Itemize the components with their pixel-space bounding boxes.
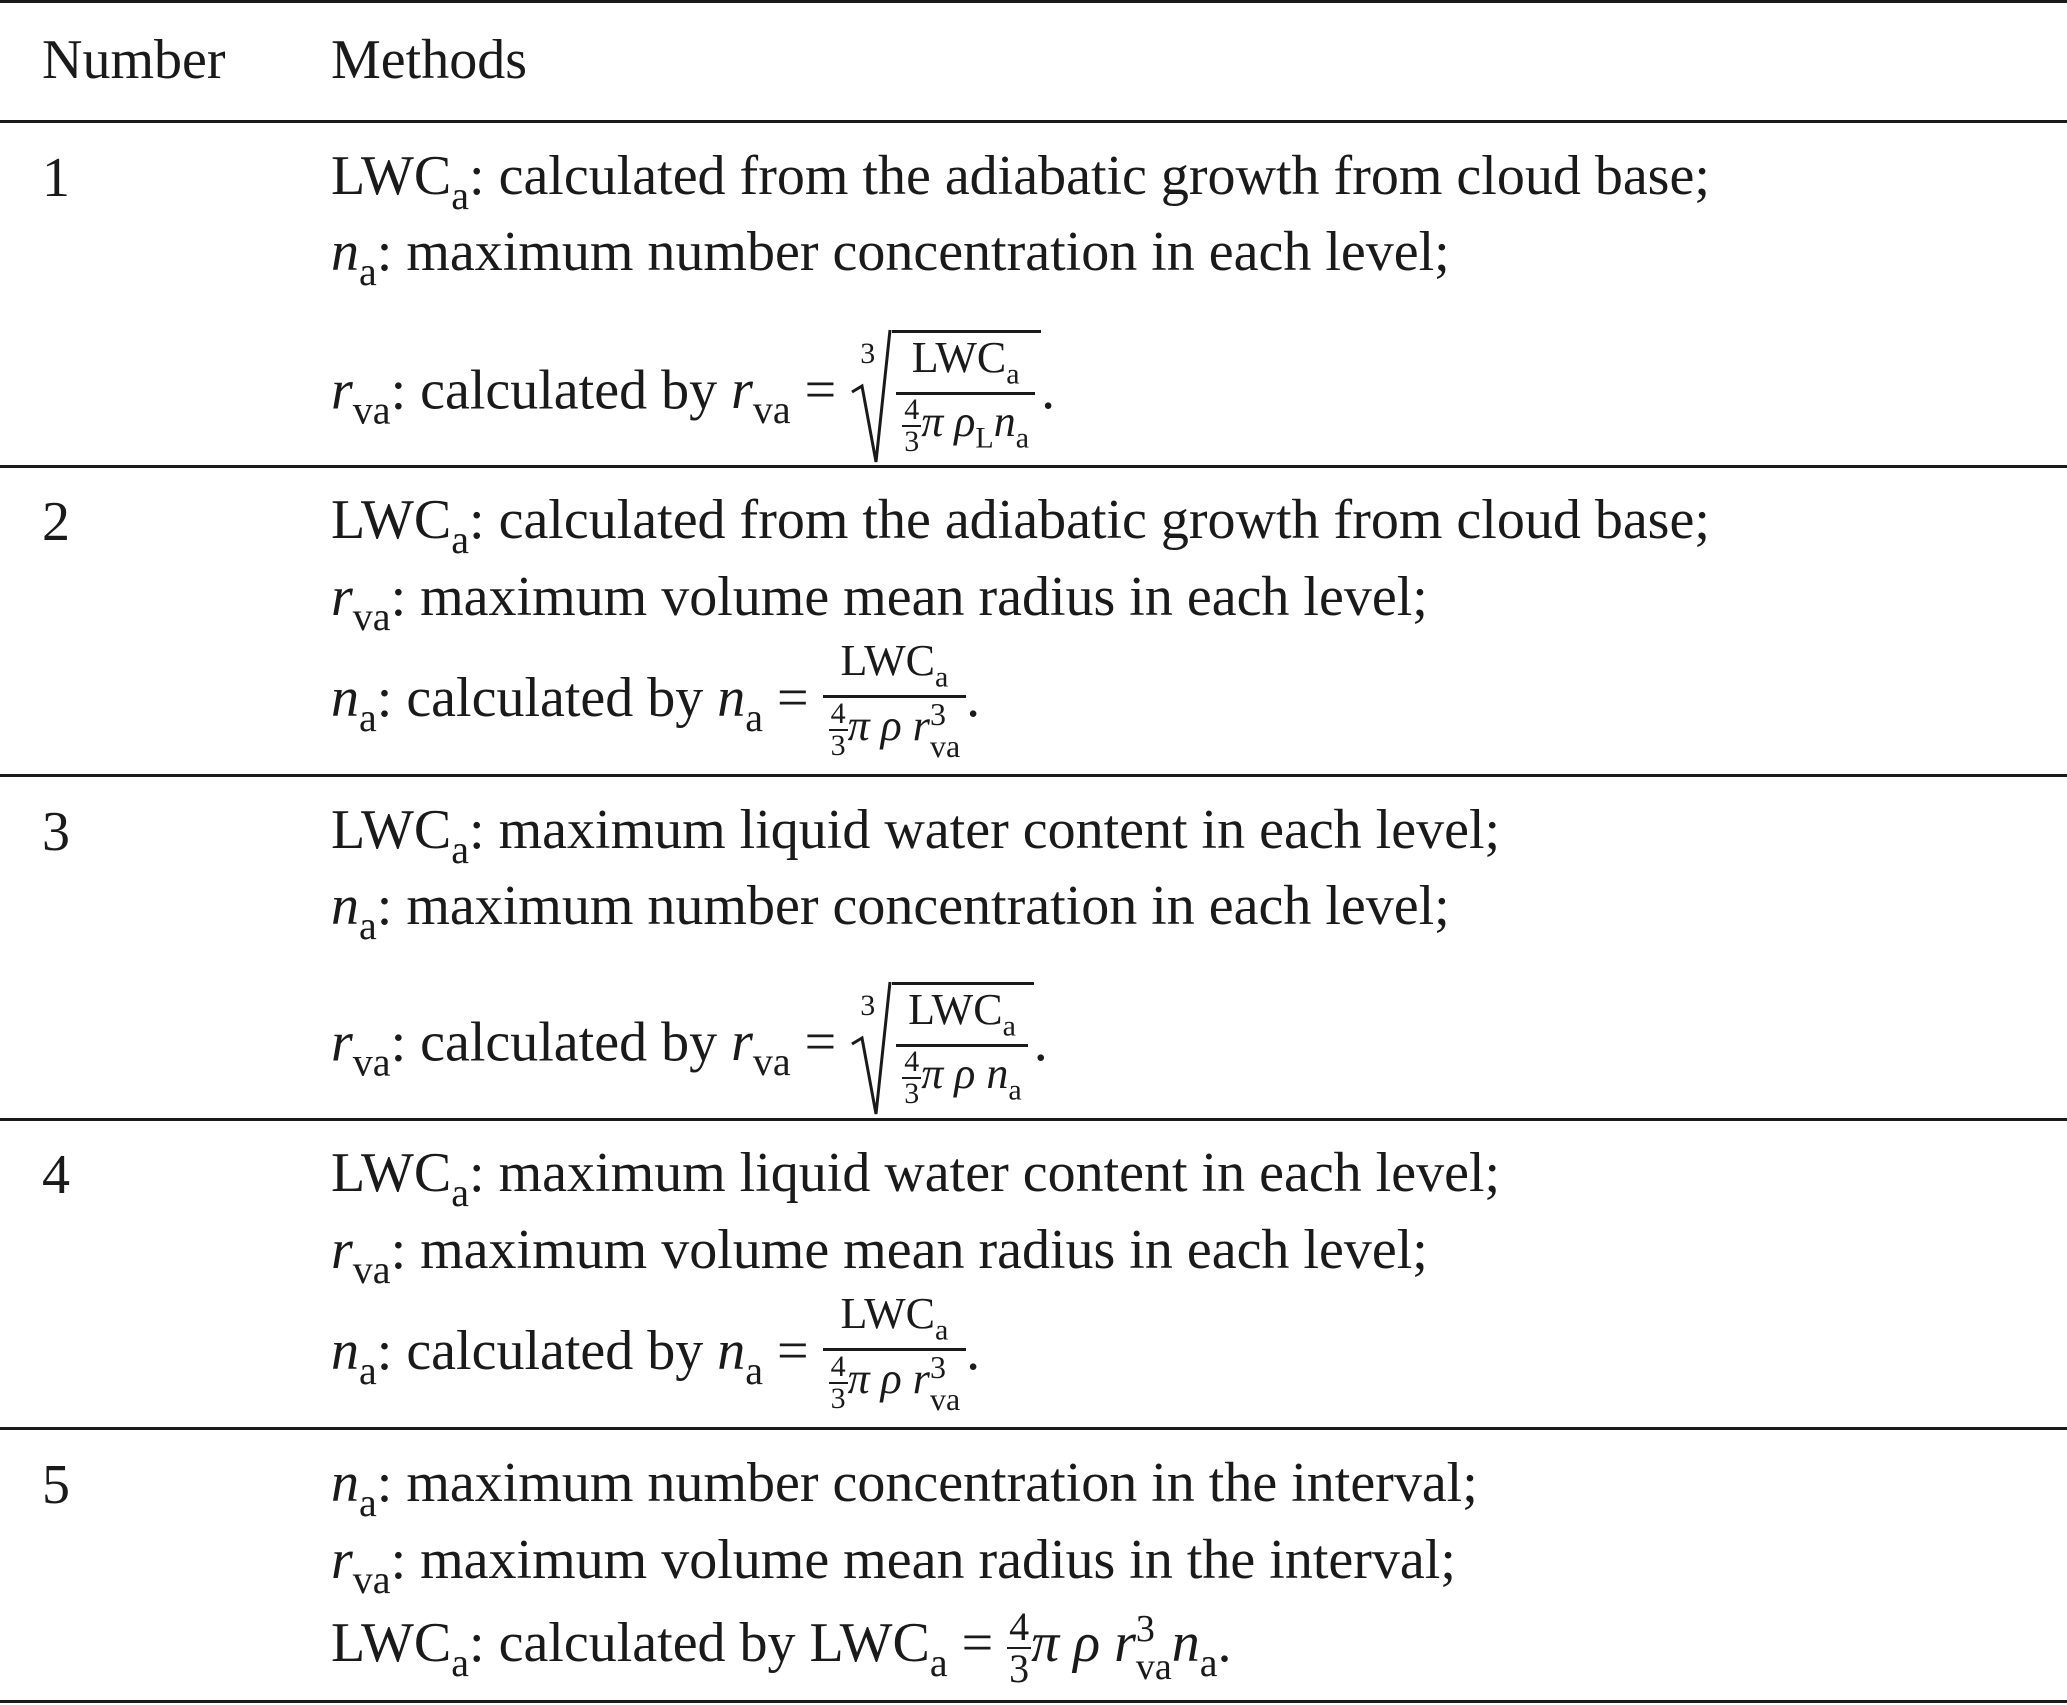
- formula-4: $n_a$ = $LWC_a$ $\frac{4}{3}$ π ρ r 3 va .: [717, 1289, 981, 1417]
- header-methods: Methods: [331, 29, 527, 91]
- bottom-rule: [0, 1700, 2067, 1703]
- formula-2: $n_a$ = $LWC_a$ $\frac{4}{3}$ π ρ r 3 va .: [717, 636, 981, 764]
- row-2-line-2: $r_{va}$: maximum volume mean radius in each level;: [331, 566, 1428, 640]
- row-2-number: 2: [42, 491, 70, 553]
- formula-3: $r_{va}$ = 3 $LWC_a$ $\frac{4}{3}$ π ρ $n_a$ .: [731, 1011, 1048, 1073]
- formula-5: $LWC_a$ = $\frac{4}{3}$ π ρ r 3 va $n_a$.: [809, 1604, 1232, 1691]
- row-rule-3: [0, 1118, 2067, 1121]
- row-1-line-3: $r_{va}$: calculated by $r_{va}$ = 3 $LWC_a$ $\frac{4}{3}$ π $\rho_Ln_a$ .: [331, 330, 1055, 461]
- row-4-line-2: $r_{va}$: maximum volume mean radius in each level;: [331, 1219, 1428, 1293]
- row-3-number: 3: [42, 801, 70, 863]
- formula-1: $r_{va}$ = 3 $LWC_a$ $\frac{4}{3}$ π $\rho_Ln_a$ .: [731, 359, 1055, 421]
- row-5-line-1: $n_a$: maximum number concentration in the interval;: [331, 1452, 1478, 1526]
- row-1-line-2: $n_a$: maximum number concentration in each level;: [331, 221, 1450, 295]
- row-rule-1: [0, 465, 2067, 468]
- row-2-line-1: $LWC_a$: calculated from the adiabatic growth from cloud base;: [331, 489, 1710, 563]
- top-rule: [0, 0, 2067, 3]
- row-4-number: 4: [42, 1144, 70, 1206]
- header-rule: [0, 120, 2067, 123]
- row-5-number: 5: [42, 1454, 70, 1516]
- row-3-line-3: $r_{va}$: calculated by $r_{va}$ = 3 $LWC_a$ $\frac{4}{3}$ π ρ $n_a$ .: [331, 982, 1048, 1113]
- row-2-line-3: $n_a$: calculated by $n_a$ = $LWC_a$ $\frac{4}{3}$ π ρ r 3 va .: [331, 636, 981, 764]
- header-number: Number: [42, 29, 226, 91]
- row-5-line-2: $r_{va}$: maximum volume mean radius in the interval;: [331, 1529, 1456, 1603]
- row-rule-2: [0, 774, 2067, 777]
- row-1-number: 1: [42, 147, 70, 209]
- row-rule-4: [0, 1427, 2067, 1430]
- row-3-line-2: $n_a$: maximum number concentration in each level;: [331, 875, 1450, 949]
- row-1-line-1: $LWC_a$: calculated from the adiabatic growth from cloud base;: [331, 145, 1710, 219]
- row-4-line-1: $LWC_a$: maximum liquid water content in each level;: [331, 1142, 1501, 1216]
- row-4-line-3: $n_a$: calculated by $n_a$ = $LWC_a$ $\frac{4}{3}$ π ρ r 3 va .: [331, 1289, 981, 1417]
- row-3-line-1: $LWC_a$: maximum liquid water content in each level;: [331, 799, 1501, 873]
- row-5-line-3: $LWC_a$: calculated by $LWC_a$ = $\frac{4}{3}$ π ρ r 3 va $n_a$.: [331, 1604, 1232, 1691]
